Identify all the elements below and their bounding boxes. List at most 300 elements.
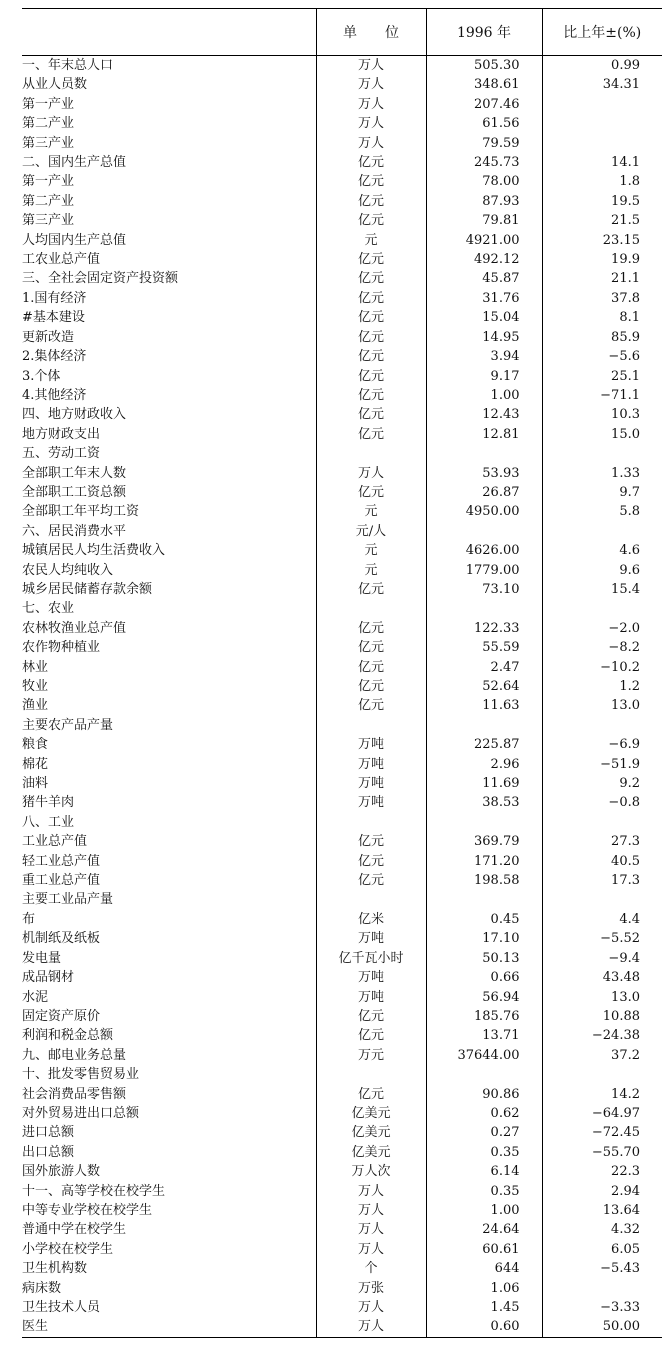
table-row <box>22 1123 662 1142</box>
table-row <box>22 949 662 968</box>
row-unit: 亿元 <box>316 405 426 424</box>
table-row <box>22 522 662 541</box>
row-value-1996 <box>426 890 542 909</box>
statistics-table <box>22 8 662 1338</box>
row-change-pct: −71.1 <box>542 386 662 405</box>
row-change-pct: −9.4 <box>542 949 662 968</box>
row-value-1996: 79.59 <box>426 134 542 153</box>
row-value-1996: 15.04 <box>426 308 542 327</box>
row-change-pct: 15.4 <box>542 580 662 599</box>
table-row <box>22 211 662 230</box>
table-row <box>22 1007 662 1026</box>
row-change-pct <box>542 114 662 133</box>
row-value-1996: 492.12 <box>426 250 542 269</box>
row-change-pct <box>542 716 662 735</box>
row-unit: 亿元 <box>316 1026 426 1045</box>
row-unit: 亿元 <box>316 832 426 851</box>
table-row <box>22 541 662 560</box>
row-item: 七、农业 <box>22 601 75 617</box>
table-row <box>22 1143 662 1162</box>
row-unit: 亿元 <box>316 1007 426 1026</box>
row-value-1996: 2.96 <box>426 755 542 774</box>
row-change-pct: −2.0 <box>542 619 662 638</box>
row-change-pct <box>542 813 662 832</box>
row-item: 更新改造 <box>22 329 75 345</box>
row-item: 病床数 <box>22 1280 62 1296</box>
row-unit: 万人 <box>316 56 426 76</box>
row-item: 第一产业 <box>22 174 75 190</box>
row-unit: 亿元 <box>316 658 426 677</box>
row-unit: 亿元 <box>316 172 426 191</box>
table-row <box>22 250 662 269</box>
row-unit: 亿元 <box>316 367 426 386</box>
row-change-pct: 1.2 <box>542 677 662 696</box>
table-row <box>22 1162 662 1181</box>
row-value-1996: 38.53 <box>426 793 542 812</box>
row-change-pct: 40.5 <box>542 852 662 871</box>
row-unit: 万人 <box>316 75 426 94</box>
row-change-pct: 13.0 <box>542 696 662 715</box>
row-change-pct: 13.0 <box>542 988 662 1007</box>
row-item: 五、劳动工资 <box>22 446 101 462</box>
row-change-pct <box>542 95 662 114</box>
row-change-pct: 1.33 <box>542 464 662 483</box>
row-item: 猪牛羊肉 <box>22 795 75 811</box>
table-row <box>22 464 662 483</box>
table-row <box>22 1085 662 1104</box>
row-value-1996 <box>426 522 542 541</box>
table-row <box>22 638 662 657</box>
row-value-1996: 0.60 <box>426 1317 542 1337</box>
row-item: 卫生机构数 <box>22 1261 88 1277</box>
row-value-1996: 4626.00 <box>426 541 542 560</box>
table-row <box>22 1317 662 1337</box>
row-change-pct: −51.9 <box>542 755 662 774</box>
row-change-pct: 9.7 <box>542 483 662 502</box>
table-row <box>22 95 662 114</box>
row-value-1996: 31.76 <box>426 289 542 308</box>
row-unit: 万人 <box>316 1298 426 1317</box>
table-row <box>22 405 662 424</box>
row-item: 医生 <box>22 1317 316 1337</box>
row-change-pct: 8.1 <box>542 308 662 327</box>
table-row <box>22 75 662 94</box>
row-item: 水泥 <box>22 989 49 1005</box>
table-row <box>22 231 662 250</box>
row-unit: 亿元 <box>316 308 426 327</box>
table-row <box>22 619 662 638</box>
table-row <box>22 289 662 308</box>
table-row <box>22 1201 662 1220</box>
row-value-1996: 90.86 <box>426 1085 542 1104</box>
row-value-1996 <box>426 599 542 618</box>
row-item: 八、工业 <box>22 814 75 830</box>
row-change-pct: 0.99 <box>542 56 662 76</box>
row-item: 社会消费品零售额 <box>22 1086 127 1102</box>
row-change-pct: 4.32 <box>542 1220 662 1239</box>
row-unit: 亿元 <box>316 580 426 599</box>
table-row <box>22 425 662 444</box>
table-row <box>22 677 662 696</box>
row-value-1996: 37644.00 <box>426 1046 542 1065</box>
row-change-pct: 34.31 <box>542 75 662 94</box>
row-change-pct: 21.5 <box>542 211 662 230</box>
row-unit <box>316 444 426 463</box>
row-value-1996 <box>426 444 542 463</box>
row-value-1996: 11.69 <box>426 774 542 793</box>
row-value-1996: 122.33 <box>426 619 542 638</box>
row-unit <box>316 1065 426 1084</box>
table-row <box>22 1240 662 1259</box>
row-item: 城乡居民储蓄存款余额 <box>22 581 153 597</box>
table-row <box>22 483 662 502</box>
row-item: 出口总额 <box>22 1144 75 1160</box>
table-row <box>22 56 662 76</box>
row-unit: 亿元 <box>316 386 426 405</box>
row-value-1996: 505.30 <box>426 56 542 76</box>
row-item: 小学校在校学生 <box>22 1241 114 1257</box>
row-item: 工农业总产值 <box>22 252 101 268</box>
row-item: 三、全社会固定资产投资额 <box>22 271 179 287</box>
row-item: 国外旅游人数 <box>22 1164 101 1180</box>
table-row <box>22 1104 662 1123</box>
row-change-pct: 43.48 <box>542 968 662 987</box>
row-item: 人均国内生产总值 <box>22 232 127 248</box>
row-unit: 亿元 <box>316 696 426 715</box>
row-value-1996: 12.43 <box>426 405 542 424</box>
row-item: 成品钢材 <box>22 970 75 986</box>
row-change-pct: 17.3 <box>542 871 662 890</box>
row-unit: 万人 <box>316 1220 426 1239</box>
row-value-1996: 1779.00 <box>426 561 542 580</box>
row-item: 粮食 <box>22 737 49 753</box>
table-row <box>22 347 662 366</box>
row-unit: 个 <box>316 1259 426 1278</box>
row-unit: 亿元 <box>316 250 426 269</box>
row-value-1996: 369.79 <box>426 832 542 851</box>
row-value-1996: 73.10 <box>426 580 542 599</box>
row-unit: 万人 <box>316 464 426 483</box>
row-value-1996: 79.81 <box>426 211 542 230</box>
row-item: 从业人员数 <box>22 77 88 93</box>
row-item: 全部职工年末人数 <box>22 465 127 481</box>
row-unit: 亿元 <box>316 328 426 347</box>
header-year: 1996 年 <box>426 9 542 56</box>
row-change-pct: 5.8 <box>542 502 662 521</box>
row-value-1996: 11.63 <box>426 696 542 715</box>
row-value-1996: 17.10 <box>426 929 542 948</box>
row-value-1996: 644 <box>426 1259 542 1278</box>
row-change-pct: 14.1 <box>542 153 662 172</box>
row-item: 全部职工年平均工资 <box>22 504 140 520</box>
row-item: 全部职工工资总额 <box>22 484 127 500</box>
table-row <box>22 755 662 774</box>
row-item: 主要工业品产量 <box>22 892 114 908</box>
header-item <box>22 9 316 56</box>
row-value-1996: 0.62 <box>426 1104 542 1123</box>
row-unit: 亿元 <box>316 1085 426 1104</box>
row-unit: 万吨 <box>316 793 426 812</box>
row-item: 第二产业 <box>22 116 75 132</box>
row-change-pct <box>542 522 662 541</box>
row-change-pct: 23.15 <box>542 231 662 250</box>
row-unit: 万吨 <box>316 929 426 948</box>
row-change-pct: 21.1 <box>542 269 662 288</box>
row-change-pct: 9.6 <box>542 561 662 580</box>
row-item: 固定资产原价 <box>22 1008 101 1024</box>
row-unit: 亿元 <box>316 347 426 366</box>
row-change-pct: 25.1 <box>542 367 662 386</box>
row-unit: 亿米 <box>316 910 426 929</box>
row-item: 第三产业 <box>22 135 75 151</box>
table-row <box>22 968 662 987</box>
row-value-1996: 53.93 <box>426 464 542 483</box>
row-value-1996: 225.87 <box>426 735 542 754</box>
row-value-1996: 12.81 <box>426 425 542 444</box>
row-unit <box>316 890 426 909</box>
row-item: 十、批发零售贸易业 <box>22 1067 140 1083</box>
row-unit <box>316 813 426 832</box>
row-item: 九、邮电业务总量 <box>22 1047 127 1063</box>
row-unit: 万吨 <box>316 968 426 987</box>
row-value-1996: 55.59 <box>426 638 542 657</box>
row-item: 对外贸易进出口总额 <box>22 1105 140 1121</box>
table-row <box>22 561 662 580</box>
row-change-pct: 19.5 <box>542 192 662 211</box>
row-item: 二、国内生产总值 <box>22 155 127 171</box>
row-unit: 亿元 <box>316 677 426 696</box>
row-value-1996: 50.13 <box>426 949 542 968</box>
table-row <box>22 658 662 677</box>
row-item: 进口总额 <box>22 1125 75 1141</box>
row-unit: 亿元 <box>316 871 426 890</box>
row-value-1996: 185.76 <box>426 1007 542 1026</box>
row-change-pct: −72.45 <box>542 1123 662 1142</box>
row-value-1996: 245.73 <box>426 153 542 172</box>
row-item: 农民人均纯收入 <box>22 562 114 578</box>
row-item: 农作物种植业 <box>22 640 101 656</box>
table-row <box>22 134 662 153</box>
table-row <box>22 735 662 754</box>
row-change-pct: 19.9 <box>542 250 662 269</box>
row-item: 工业总产值 <box>22 834 88 850</box>
row-value-1996 <box>426 716 542 735</box>
row-item: 普通中学在校学生 <box>22 1222 127 1238</box>
row-value-1996: 60.61 <box>426 1240 542 1259</box>
table-row <box>22 793 662 812</box>
row-unit: 亿元 <box>316 425 426 444</box>
table-row <box>22 114 662 133</box>
row-change-pct: 85.9 <box>542 328 662 347</box>
row-item: 2.集体经济 <box>22 349 87 365</box>
row-item: 重工业总产值 <box>22 873 101 889</box>
table-row <box>22 696 662 715</box>
table-body <box>22 56 662 1338</box>
row-change-pct: 6.05 <box>542 1240 662 1259</box>
table-row <box>22 192 662 211</box>
row-change-pct <box>542 890 662 909</box>
row-value-1996: 0.45 <box>426 910 542 929</box>
row-value-1996: 26.87 <box>426 483 542 502</box>
row-unit: 万人 <box>316 1182 426 1201</box>
row-value-1996: 0.27 <box>426 1123 542 1142</box>
table-header-row <box>22 9 662 56</box>
row-unit: 万张 <box>316 1279 426 1298</box>
row-value-1996: 207.46 <box>426 95 542 114</box>
row-unit: 亿元 <box>316 192 426 211</box>
row-item: 3.个体 <box>22 368 61 384</box>
row-unit: 亿元 <box>316 638 426 657</box>
row-item: 棉花 <box>22 756 49 772</box>
row-change-pct <box>542 134 662 153</box>
row-item: 地方财政支出 <box>22 426 101 442</box>
row-value-1996: 24.64 <box>426 1220 542 1239</box>
row-change-pct: 37.2 <box>542 1046 662 1065</box>
table-row <box>22 1026 662 1045</box>
row-unit: 亿元 <box>316 619 426 638</box>
table-row <box>22 386 662 405</box>
row-item: 四、地方财政收入 <box>22 407 127 423</box>
row-change-pct: −64.97 <box>542 1104 662 1123</box>
row-change-pct: 1.8 <box>542 172 662 191</box>
row-value-1996: 13.71 <box>426 1026 542 1045</box>
row-item: 林业 <box>22 659 49 675</box>
row-unit: 万吨 <box>316 988 426 1007</box>
row-unit: 万吨 <box>316 735 426 754</box>
row-change-pct: −6.9 <box>542 735 662 754</box>
row-change-pct: 9.2 <box>542 774 662 793</box>
row-value-1996: 78.00 <box>426 172 542 191</box>
table-row <box>22 444 662 463</box>
row-unit: 万人 <box>316 1240 426 1259</box>
row-change-pct: −8.2 <box>542 638 662 657</box>
row-value-1996: 4950.00 <box>426 502 542 521</box>
table-row <box>22 1046 662 1065</box>
table-row <box>22 988 662 1007</box>
row-change-pct: −5.6 <box>542 347 662 366</box>
table-row <box>22 813 662 832</box>
row-change-pct: 22.3 <box>542 1162 662 1181</box>
row-value-1996: 1.00 <box>426 1201 542 1220</box>
header-unit: 单 位 <box>316 9 426 56</box>
row-change-pct <box>542 599 662 618</box>
row-item: 十一、高等学校在校学生 <box>22 1183 166 1199</box>
row-unit: 万元 <box>316 1046 426 1065</box>
row-unit: 亿元 <box>316 852 426 871</box>
table-row <box>22 871 662 890</box>
table-row <box>22 1298 662 1317</box>
row-unit: 元 <box>316 231 426 250</box>
row-change-pct: 4.6 <box>542 541 662 560</box>
table-row <box>22 774 662 793</box>
row-unit: 亿元 <box>316 483 426 502</box>
row-item: 牧业 <box>22 679 49 694</box>
row-change-pct: 27.3 <box>542 832 662 851</box>
table-row <box>22 852 662 871</box>
row-value-1996: 9.17 <box>426 367 542 386</box>
row-change-pct: 2.94 <box>542 1182 662 1201</box>
row-unit: 亿元 <box>316 289 426 308</box>
row-unit: 元/人 <box>316 522 426 541</box>
header-change: 比上年±(%) <box>542 9 662 56</box>
table-row <box>22 1259 662 1278</box>
row-change-pct: −5.43 <box>542 1259 662 1278</box>
row-change-pct: 14.2 <box>542 1085 662 1104</box>
row-change-pct: −0.8 <box>542 793 662 812</box>
row-unit: 亿美元 <box>316 1143 426 1162</box>
row-value-1996: 6.14 <box>426 1162 542 1181</box>
row-item: 机制纸及纸板 <box>22 931 101 947</box>
row-unit: 万人 <box>316 1201 426 1220</box>
row-value-1996: 1.06 <box>426 1279 542 1298</box>
table-row <box>22 153 662 172</box>
row-value-1996: 14.95 <box>426 328 542 347</box>
table-row <box>22 328 662 347</box>
row-change-pct <box>542 444 662 463</box>
table-row <box>22 367 662 386</box>
row-unit: 万吨 <box>316 755 426 774</box>
row-item: 主要农产品产量 <box>22 717 114 733</box>
row-change-pct: −10.2 <box>542 658 662 677</box>
row-change-pct: 10.88 <box>542 1007 662 1026</box>
row-value-1996: 0.35 <box>426 1143 542 1162</box>
table-row <box>22 929 662 948</box>
row-item: 1.国有经济 <box>22 290 87 306</box>
row-change-pct: 50.00 <box>542 1317 662 1337</box>
row-value-1996: 348.61 <box>426 75 542 94</box>
row-value-1996: 4921.00 <box>426 231 542 250</box>
row-value-1996: 2.47 <box>426 658 542 677</box>
row-item: 城镇居民人均生活费收入 <box>22 543 166 559</box>
table-row <box>22 832 662 851</box>
row-item: 轻工业总产值 <box>22 853 101 869</box>
row-item: 六、居民消费水平 <box>22 523 127 539</box>
row-unit: 亿美元 <box>316 1123 426 1142</box>
table-row <box>22 1065 662 1084</box>
row-item: 第二产业 <box>22 193 75 209</box>
row-value-1996: 171.20 <box>426 852 542 871</box>
row-unit: 亿元 <box>316 211 426 230</box>
row-value-1996: 1.00 <box>426 386 542 405</box>
row-item: 油料 <box>22 776 49 792</box>
table-row <box>22 172 662 191</box>
row-item: 一、年末总人口 <box>22 58 114 73</box>
row-unit: 亿千瓦小时 <box>316 949 426 968</box>
row-value-1996: 0.66 <box>426 968 542 987</box>
table-row <box>22 269 662 288</box>
row-change-pct <box>542 1279 662 1298</box>
row-item: #基本建设 <box>22 310 85 326</box>
table-row <box>22 716 662 735</box>
row-change-pct: −55.70 <box>542 1143 662 1162</box>
row-value-1996: 87.93 <box>426 192 542 211</box>
table-row <box>22 599 662 618</box>
row-change-pct <box>542 1065 662 1084</box>
row-unit: 亿元 <box>316 153 426 172</box>
row-item: 发电量 <box>22 950 62 966</box>
row-unit: 亿元 <box>316 269 426 288</box>
row-value-1996 <box>426 813 542 832</box>
row-change-pct: −3.33 <box>542 1298 662 1317</box>
row-unit: 元 <box>316 502 426 521</box>
row-unit: 元 <box>316 561 426 580</box>
row-value-1996: 198.58 <box>426 871 542 890</box>
row-change-pct: −5.52 <box>542 929 662 948</box>
row-item: 第一产业 <box>22 96 75 112</box>
table-row <box>22 580 662 599</box>
row-change-pct: 37.8 <box>542 289 662 308</box>
row-value-1996 <box>426 1065 542 1084</box>
